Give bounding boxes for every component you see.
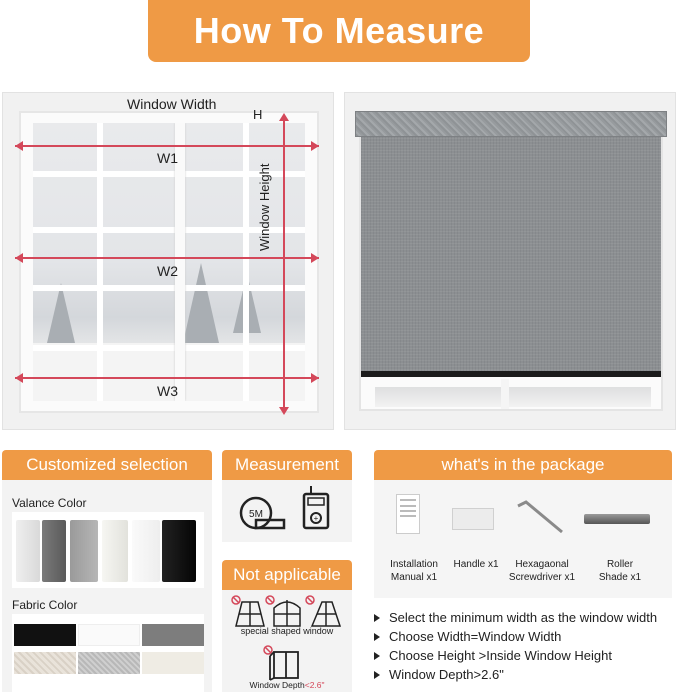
- not-applicable-header: Not applicable: [222, 560, 352, 590]
- triangle-bullet-icon: [374, 614, 380, 622]
- laser-meter-icon: [302, 486, 332, 530]
- package-item-label: Installation Manual x1: [390, 559, 438, 583]
- w3-label: W3: [157, 383, 178, 399]
- hex-key-icon: [512, 498, 572, 538]
- w1-line: [15, 145, 319, 147]
- valance-swatch[interactable]: [70, 520, 98, 582]
- package-panel: [374, 480, 672, 598]
- fabric-swatch[interactable]: [142, 624, 204, 646]
- w1-label: W1: [157, 150, 178, 166]
- handle-icon: [452, 508, 494, 530]
- w2-line: [15, 257, 319, 259]
- shaped-window-label: special shaped window: [240, 626, 334, 636]
- h-label: H: [253, 107, 263, 122]
- window-depth-icon: [262, 644, 302, 684]
- package-item-label: Roller Shade x1: [598, 559, 642, 583]
- customized-header: Customized selection: [2, 450, 212, 480]
- page-title: How To Measure: [193, 10, 485, 51]
- tape-measure-icon: [222, 480, 352, 542]
- fabric-swatch[interactable]: [78, 624, 140, 646]
- shade-fabric: [361, 137, 661, 373]
- shade-valance: [355, 111, 667, 137]
- valance-swatch[interactable]: [162, 520, 196, 582]
- package-item-label: Hexagaonal Screwdriver x1: [508, 559, 576, 583]
- tape-text: 5M: [249, 509, 263, 520]
- window-depth-value: <2.6": [304, 680, 325, 690]
- valance-swatches: [12, 512, 204, 588]
- title-banner: [148, 0, 530, 62]
- tree-icon: [47, 283, 75, 343]
- not-applicable-panel: [222, 590, 352, 692]
- fabric-swatch[interactable]: [78, 652, 140, 674]
- w3-line: [15, 377, 319, 379]
- fabric-swatches: [12, 614, 204, 692]
- window-width-label: Window Width: [127, 96, 217, 112]
- bullet-item: Window Depth>2.6": [374, 667, 504, 682]
- package-header: what's in the package: [374, 450, 672, 480]
- shade-bottom-bar: [361, 371, 661, 377]
- valance-swatch[interactable]: [102, 520, 128, 582]
- fabric-swatch[interactable]: [142, 652, 204, 674]
- package-item-label: Handle x1: [453, 559, 499, 570]
- fabric-color-label: Fabric Color: [12, 598, 78, 612]
- valance-swatch[interactable]: [132, 520, 160, 582]
- valance-swatch[interactable]: [42, 520, 66, 582]
- valance-swatch[interactable]: [16, 520, 40, 582]
- measurement-panel: [222, 480, 352, 542]
- triangle-bullet-icon: [374, 652, 380, 660]
- measurement-header: Measurement: [222, 450, 352, 480]
- window-depth-label: Window Depth<2.6": [249, 680, 325, 690]
- fabric-swatch[interactable]: [14, 652, 76, 674]
- window-measure-illustration: [2, 92, 334, 430]
- triangle-bullet-icon: [374, 671, 380, 679]
- roller-shade-icon: [584, 514, 650, 524]
- fabric-swatch[interactable]: [14, 624, 76, 646]
- manual-icon: [396, 494, 420, 534]
- tree-icon: [183, 263, 219, 343]
- bullet-item: Select the minimum width as the window width: [374, 610, 657, 625]
- triangle-bullet-icon: [374, 633, 380, 641]
- roller-shade-illustration: [344, 92, 676, 430]
- svg-text:+: +: [313, 514, 319, 523]
- w2-label: W2: [157, 263, 178, 279]
- valance-color-label: Valance Color: [12, 496, 87, 510]
- window-height-label: Window Height: [257, 163, 272, 251]
- bullet-item: Choose Width=Window Width: [374, 629, 561, 644]
- height-line: [283, 115, 285, 413]
- bullet-item: Choose Height >Inside Window Height: [374, 648, 612, 663]
